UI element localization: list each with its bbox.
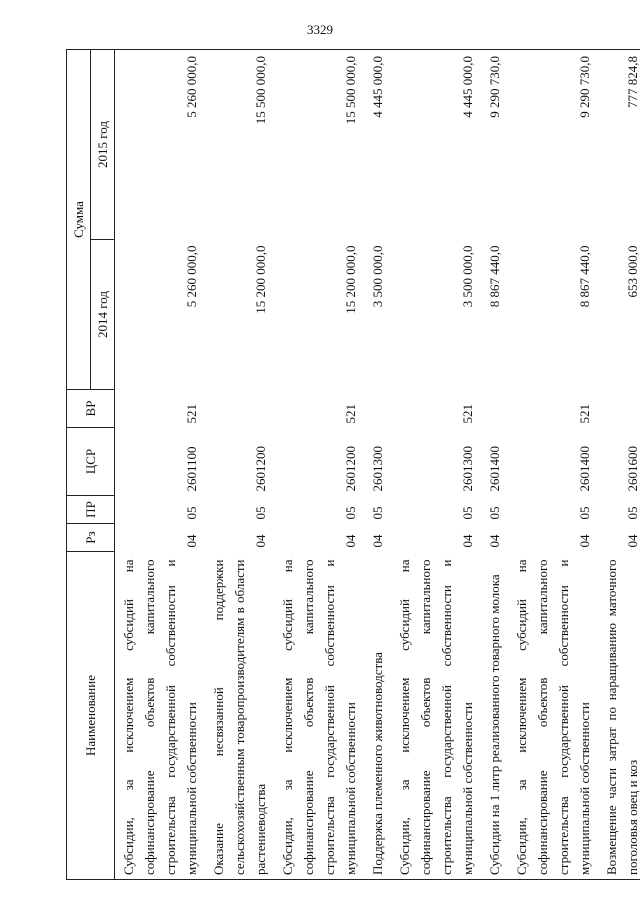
table-row: [364, 50, 391, 880]
row-sum-2015: 5 260 000,0: [115, 50, 206, 240]
table-row: [115, 50, 206, 880]
row-pr: 05: [343, 506, 358, 520]
row-rz: 04: [184, 534, 199, 548]
page-number: 3329: [307, 22, 333, 37]
row-csr: 2601200: [253, 446, 268, 492]
header-rz: Рз: [67, 524, 115, 552]
row-sum-2014: 3 500 000,0: [370, 245, 385, 308]
table-row: [391, 50, 481, 880]
row-vr: 521: [184, 404, 199, 424]
row-pr: 05: [370, 506, 385, 520]
row-vr: [481, 390, 508, 428]
header-2015: 2015 год: [91, 50, 115, 240]
table-header: [67, 50, 115, 880]
header-2014: 2014 год: [91, 240, 115, 390]
table-body: [115, 50, 640, 880]
row-csr: 2601200: [343, 446, 358, 492]
row-csr: 2601400: [577, 446, 592, 492]
row-csr: 2601300: [460, 446, 475, 492]
row-vr: [364, 390, 391, 428]
row-rz: 04: [253, 534, 268, 548]
row-sum-2014: 15 200 000,0: [253, 245, 268, 314]
row-name: Субсидии, за исключением субсидий на софинансирование объектов капитального строительства государственной собственности и муниципальной собственности: [274, 552, 364, 880]
row-sum-2015: 4 445 000,0: [391, 50, 481, 240]
row-pr: 05: [577, 506, 592, 520]
row-name: Субсидии, за исключением субсидий на софинансирование объектов капитального строительства государственной собственности и муниципальной собственности: [115, 552, 206, 880]
row-rz: 04: [577, 534, 592, 548]
row-csr: 2601100: [184, 446, 199, 492]
table-row: [598, 50, 640, 880]
row-pr: 05: [487, 506, 502, 520]
header-sum: Сумма: [67, 50, 91, 390]
budget-table: [66, 49, 640, 880]
row-csr: 2601400: [487, 446, 502, 492]
row-name: Субсидии, за исключением субсидий на софинансирование объектов капитального строительства государственной собственности и муниципальной собственности: [391, 552, 481, 880]
header-vr: ВР: [67, 390, 115, 428]
header-pr: ПР: [67, 496, 115, 524]
row-vr: [205, 390, 274, 428]
header-name: Наименование: [67, 552, 115, 880]
row-rz: 04: [460, 534, 475, 548]
row-pr: 05: [460, 506, 475, 520]
row-csr: 2601300: [370, 446, 385, 492]
row-sum-2014: 3 500 000,0: [460, 245, 475, 308]
row-sum-2015: 15 500 000,0: [274, 50, 364, 240]
row-name: Субсидии, за исключением субсидий на софинансирование объектов капитального строительства государственной собственности и муниципальной собственности: [508, 552, 598, 880]
row-csr: 2601600: [598, 428, 640, 496]
row-rz: 04: [487, 534, 502, 548]
row-sum-2014: 5 260 000,0: [184, 245, 199, 308]
row-sum-2015: 9 290 730,0: [508, 50, 598, 240]
row-sum-2014: 8 867 440,0: [487, 245, 502, 308]
row-sum-2015: 4 445 000,0: [364, 50, 391, 240]
row-rz: 04: [343, 534, 358, 548]
table-row: [481, 50, 508, 880]
table-row: [274, 50, 364, 880]
row-pr: 05: [598, 496, 640, 524]
row-rz: 04: [598, 524, 640, 552]
row-sum-2014: 653 000,0: [598, 240, 640, 390]
row-name: Оказание несвязанной поддержки сельскохозяйственным товаропроизводителям в области растениеводства: [205, 552, 274, 880]
row-name: Поддержка племенного животноводства: [364, 552, 391, 880]
row-vr: [598, 390, 640, 428]
row-rz: 04: [370, 534, 385, 548]
row-name: Возмещение части затрат по наращиванию маточного поголовья овец и коз: [598, 552, 640, 880]
row-sum-2014: 15 200 000,0: [343, 245, 358, 314]
row-sum-2015: 9 290 730,0: [481, 50, 508, 240]
row-sum-2015: 15 500 000,0: [205, 50, 274, 240]
row-vr: 521: [343, 404, 358, 424]
row-vr: 521: [577, 404, 592, 424]
rotated-page-content: [66, 50, 640, 880]
row-name: Субсидии на 1 литр реализованного товарного молока: [481, 552, 508, 880]
row-sum-2015: 777 824,8: [598, 50, 640, 240]
row-vr: 521: [460, 404, 475, 424]
header-csr: ЦСР: [67, 428, 115, 496]
row-pr: 05: [184, 506, 199, 520]
table-row: [205, 50, 274, 880]
table-row: [508, 50, 598, 880]
row-pr: 05: [253, 506, 268, 520]
row-sum-2014: 8 867 440,0: [577, 245, 592, 308]
